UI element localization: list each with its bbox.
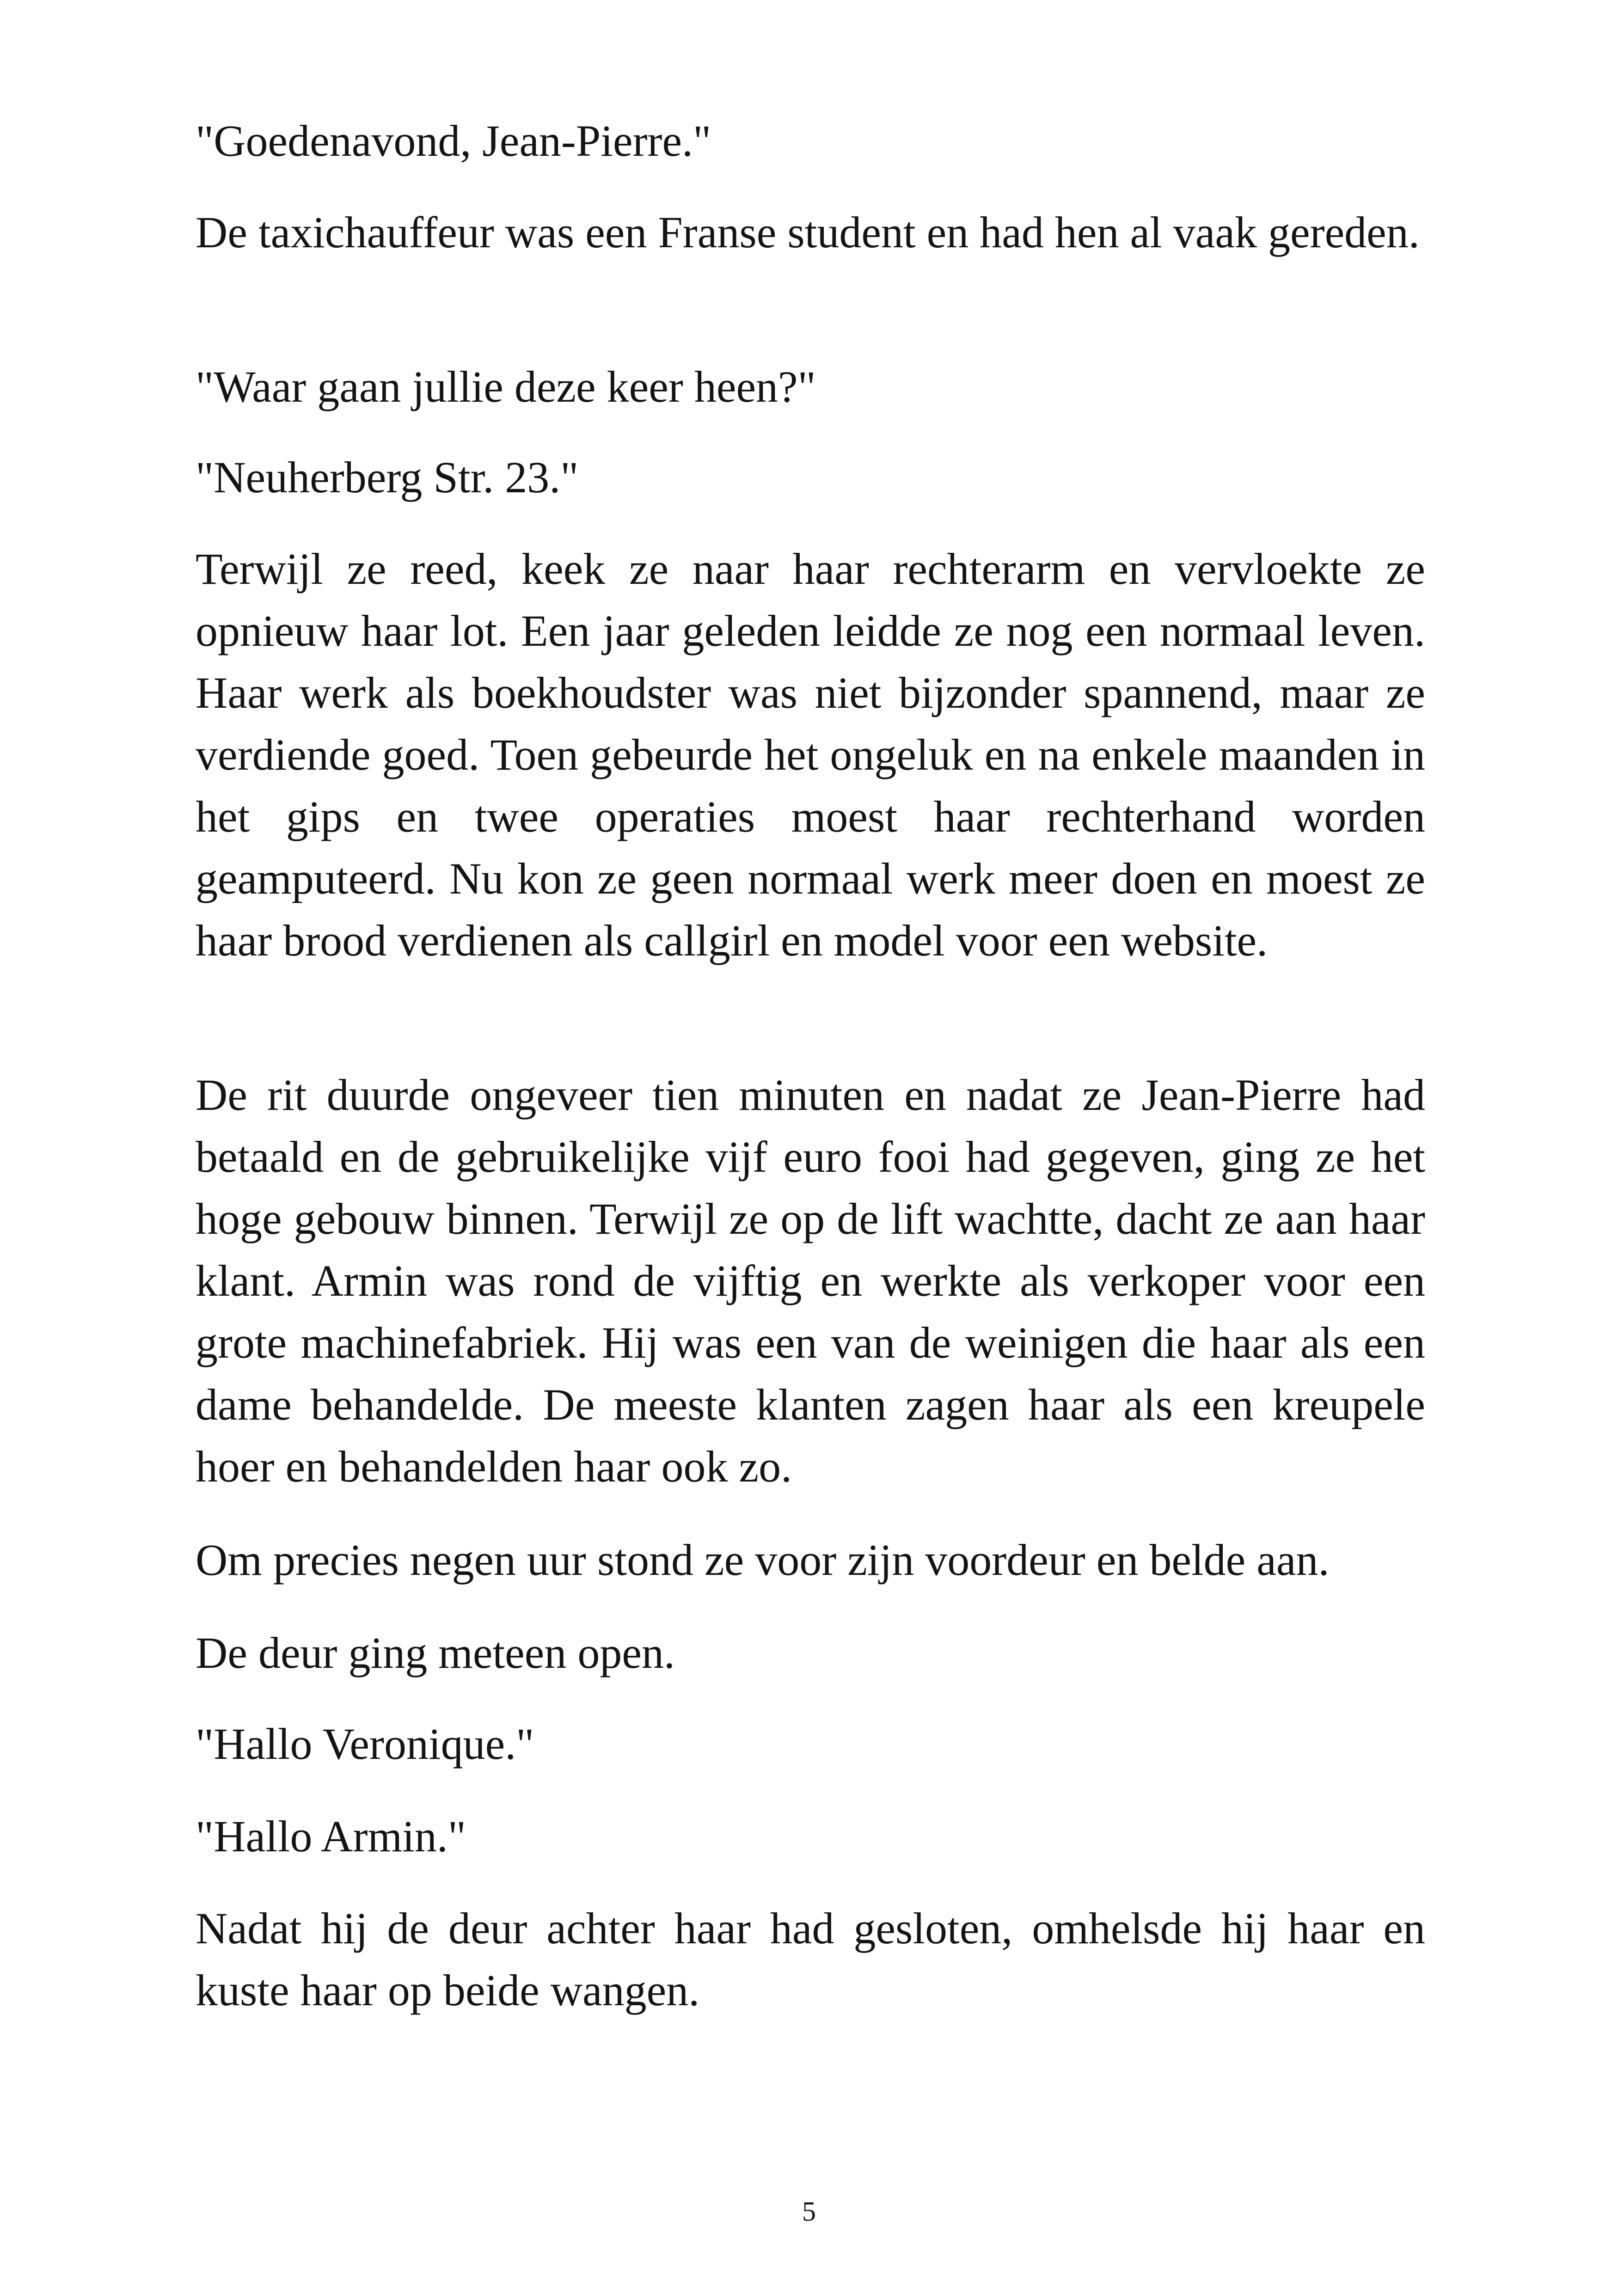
paragraph-embrace: Nadat hij de deur achter haar had gesloten, omhelsde hij haar en kuste haar op beide wangen.: [196, 1904, 1425, 2015]
paragraph-question: "Waar gaan jullie deze keer heen?": [196, 362, 816, 411]
page-number: 5: [802, 2196, 816, 2227]
paragraph-door-opens: De deur ging meteen open.: [196, 1628, 675, 1678]
paragraph-address: "Neuherberg Str. 23.": [196, 453, 579, 502]
paragraph-hallo-veronique: "Hallo Veronique.": [196, 1719, 534, 1769]
paragraph-ride: De rit duurde ongeveer tien minuten en nadat ze Jean-Pierre had betaald en de gebruikelijke vijf euro fooi had gegeven, ging ze het hoge gebouw binnen. Terwijl ze op de lift wachtte, dacht ze aan haar klant. Armin was rond de vijftig en werkte als verkoper voor een grote machinefabriek. Hij was een van de weinigen die haar als een dame behandelde. De meeste klanten zagen haar als een kreupele hoer en behandelden haar ook zo.: [196, 1070, 1425, 1491]
paragraph-backstory: Terwijl ze reed, keek ze naar haar rechterarm en vervloekte ze opnieuw haar lot. Een jaar geleden leidde ze nog een normaal leven. Haar werk als boekhoudster was niet bijzonder spannend, maar ze verdiende goed. Toen gebeurde het ongeluk en na enkele maanden in het gips en twee operaties moest haar rechterhand worden geamputeerd. Nu kon ze geen normaal werk meer doen en moest ze haar brood verdienen als callgirl en model voor een website.: [196, 544, 1425, 965]
paragraph-taxi-driver: De taxichauffeur was een Franse student en had hen al vaak gereden.: [196, 208, 1420, 257]
paragraph-arrival: Om precies negen uur stond ze voor zijn voordeur en belde aan.: [196, 1535, 1330, 1585]
paragraph-hallo-armin: "Hallo Armin.": [196, 1812, 466, 1861]
paragraph-greeting: "Goedenavond, Jean-Pierre.": [196, 116, 711, 165]
